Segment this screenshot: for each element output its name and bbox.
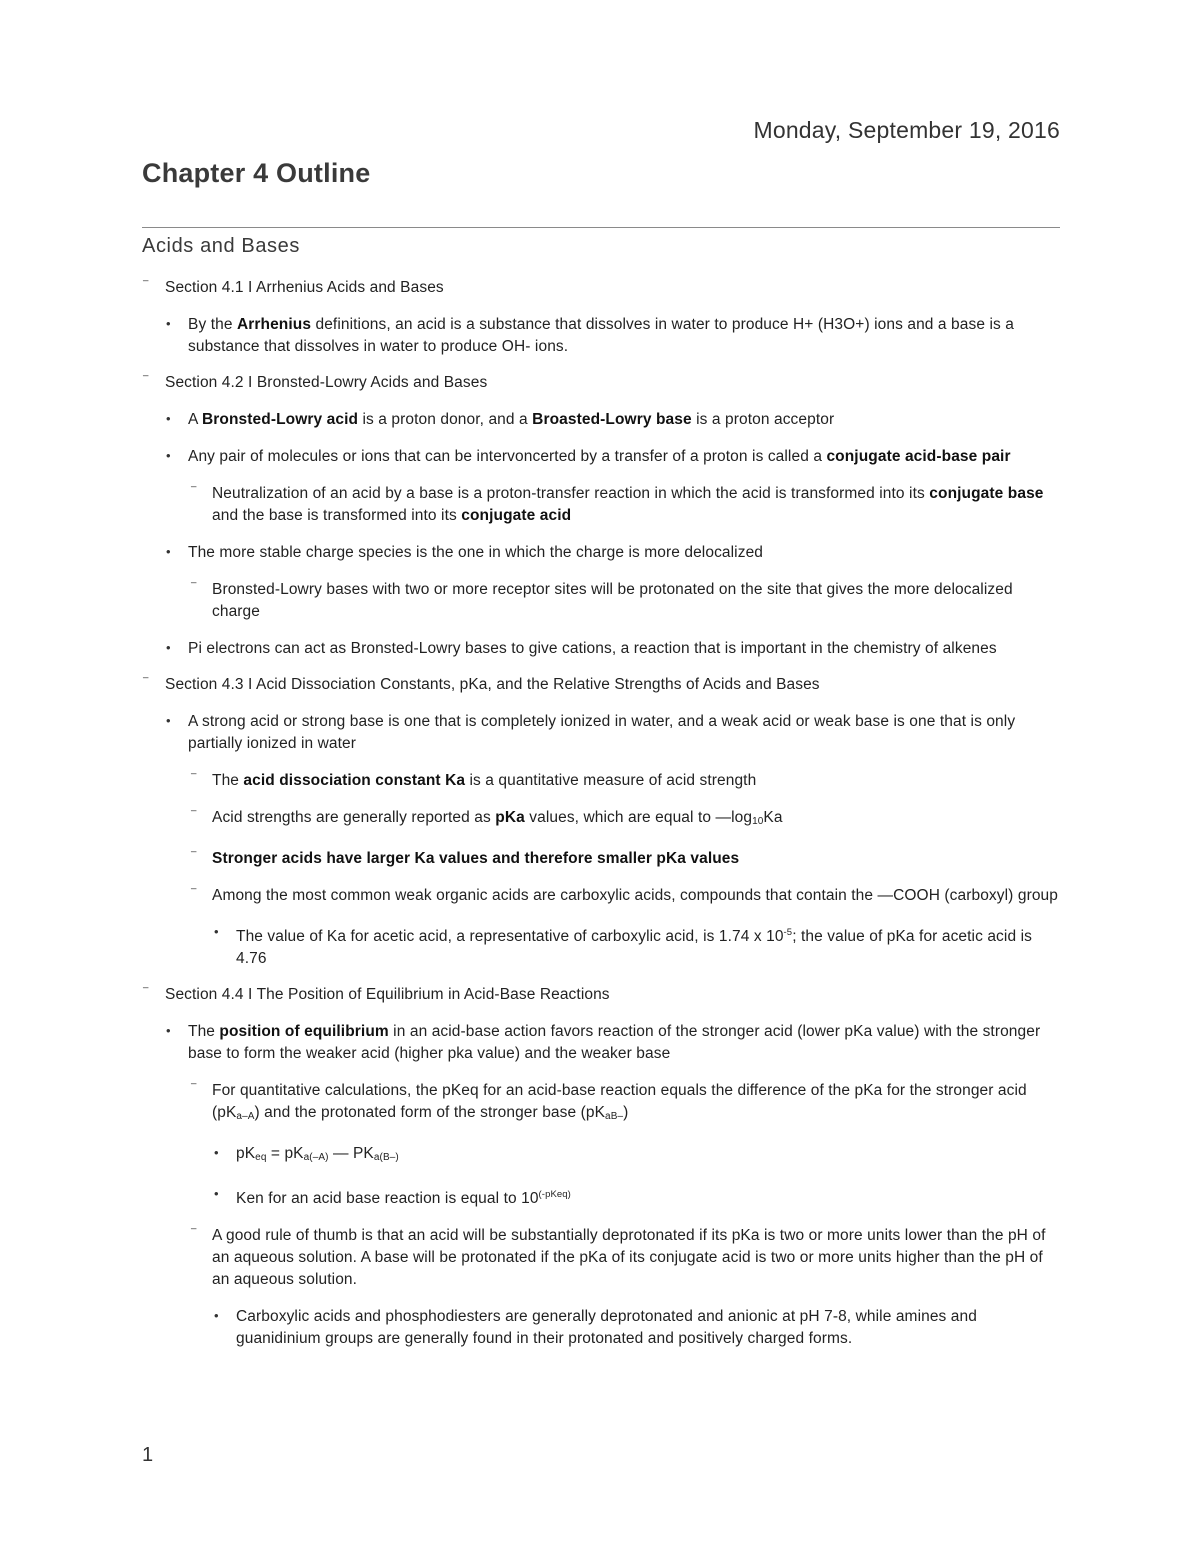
dash-marker: ⁻ [190,577,198,593]
keyword: Broasted-Lowry base [532,411,692,428]
text: is a proton acceptor [691,411,835,428]
bullet-marker: • [214,1145,219,1160]
outline-item-carboxylic-acids [142,885,1060,907]
text: The more stable charge species is the one in which the charge is more delocalized [188,544,764,561]
text: By the [188,316,237,333]
page-title: Chapter 4 Outline [142,158,371,188]
outline-item-section-4-4 [142,984,1060,1006]
dash-marker: ⁻ [190,1223,198,1239]
section-4-3-heading: Section 4.3 I Acid Dissociation Constants, pKa, and the Relative Strengths of Acids and Bases [165,676,820,693]
section-4-2-heading: Section 4.2 I Bronsted-Lowry Acids and Bases [165,374,488,391]
text: The [212,772,244,789]
bullet-marker: • [166,640,171,655]
text: For quantitative calculations, the pKeq for an acid-base reaction equals the difference of the pKa for the stronger acid (pK [212,1082,1027,1121]
text: values, which are equal to —log [524,809,753,826]
subscript: eq [255,1152,267,1163]
outline-item-strong-weak [142,711,1060,755]
keyword: conjugate acid-base pair [826,448,1011,465]
outline-item-section-4-3 [142,674,1060,696]
keyword: Stronger acids have larger Ka values and therefore smaller pKa values [212,850,740,867]
subscript: a(Β–) [373,1152,399,1163]
keyword: conjugate acid [461,507,572,524]
dash-marker: ⁻ [190,768,198,784]
text: Carboxylic acids and phosphodiesters are generally deprotonated and anionic at pH 7-8, while amines and guanidinium groups are generally found in their protonated and positively charged forms. [236,1308,977,1347]
text: A good rule of thumb is that an acid will be substantially deprotonated if its pKa is two or more units lower than the pH of an aqueous solution. A base will be protonated if the pKa of its conjugate acid is two or more units higher than the pH of an aqueous solution. [212,1227,1046,1288]
title-divider [142,227,1060,228]
outline-item-charge-stability [142,542,1060,564]
outline-item-section-4-2 [142,372,1060,394]
outline-item-arrhenius-definition [142,314,1060,358]
outline-item-keq-formula [142,1184,1060,1210]
subscript: a–A [236,1111,255,1122]
outline-item-neutralization [142,483,1060,527]
outline-item-stronger-acids-rule [142,848,1060,870]
outline-item-pkeq-formula [142,1143,1060,1169]
text: Acid strengths are generally reported as [212,809,496,826]
page-date: Monday, September 19, 2016 [753,117,1060,143]
subscript: 10 [752,816,764,827]
outline-item-bronsted-lowry-definition [142,409,1060,431]
bullet-marker: • [166,448,171,463]
text: The value of Ka for acetic acid, a representative of carboxylic acid, is 1.74 x 10 [236,928,784,945]
dash-marker: ⁻ [142,672,150,688]
keyword: position of equilibrium [219,1023,389,1040]
text: A [188,411,202,428]
text: definitions, an acid is a substance that dissolves in water to produce H+ (H3O+) ions and a base is a substance that dissolves in water to produce OH- ions. [188,316,1014,355]
outline-item-ka-definition [142,770,1060,792]
dash-marker: ⁻ [142,982,150,998]
text: Pi electrons can act as Bronsted-Lowry bases to give cations, a reaction that is important in the chemistry of alkenes [188,640,997,657]
bullet-marker: • [166,544,171,559]
dash-marker: ⁻ [142,370,150,386]
section-heading: Acids and Bases [142,235,300,257]
text: is a proton donor, and a [358,411,533,428]
bullet-marker: • [166,713,171,728]
dash-marker: ⁻ [190,1078,198,1094]
text: ; the value of pKa for acetic acid is 4.76 [236,928,1032,967]
text: ) and the protonated form of the stronger base (pK [254,1104,606,1121]
text: in an acid-base action favors reaction of the stronger acid (lower pKa value) with the stronger base to form the weaker acid (higher pka value) and the weaker base [188,1023,1041,1062]
dash-marker: ⁻ [142,275,150,291]
text: — PK [328,1145,374,1162]
superscript: -5 [783,927,793,938]
dash-marker: ⁻ [190,481,198,497]
bullet-marker: • [214,924,219,939]
outline [142,277,1060,1350]
dash-marker: ⁻ [190,883,198,899]
section-4-1-heading: Section 4.1 I Arrhenius Acids and Bases [165,279,444,296]
keyword: pKa [495,809,525,826]
text: A strong acid or strong base is one that is completely ionized in water, and a weak acid or weak base is one that is only partially ionized in water [188,713,1016,752]
keyword: conjugate base [929,485,1044,502]
outline-item-physiological-ph [142,1306,1060,1350]
keyword: acid dissociation constant Ka [243,772,466,789]
outline-item-conjugate-pair [142,446,1060,468]
bullet-marker: • [166,316,171,331]
outline-item-receptor-sites [142,579,1060,623]
outline-item-section-4-1 [142,277,1060,299]
text: Ken for an acid base reaction is equal to 10 [236,1190,539,1207]
keyword: Arrhenius [236,316,312,333]
outline-item-acetic-acid [142,922,1060,970]
outline-item-position-of-equilibrium [142,1021,1060,1065]
text: = pK [266,1145,304,1162]
bullet-marker: • [166,411,171,426]
bullet-marker: • [214,1308,219,1323]
text: pK [236,1145,256,1162]
dash-marker: ⁻ [190,846,198,862]
bullet-marker: • [214,1186,219,1201]
text: Ka [763,809,783,826]
section-4-4-heading: Section 4.4 I The Position of Equilibrium in Acid-Base Reactions [165,986,610,1003]
text: and the base is transformed into its [212,507,462,524]
outline-item-pka-definition [142,807,1060,833]
text: Any pair of molecules or ions that can be intervoncerted by a transfer of a proton is called a [188,448,827,465]
keyword: Bronsted-Lowry acid [202,411,359,428]
superscript: (-pKeq) [538,1189,571,1200]
outline-item-rule-of-thumb [142,1225,1060,1291]
page-number: 1 [142,1444,154,1466]
text: Neutralization of an acid by a base is a proton-transfer reaction in which the acid is transformed into its [212,485,930,502]
subscript: a(–A) [303,1152,329,1163]
text: ) [623,1104,629,1121]
outline-item-pi-electrons [142,638,1060,660]
outline-item-pkeq-calculation [142,1080,1060,1128]
subscript: aΒ– [605,1111,624,1122]
dash-marker: ⁻ [190,805,198,821]
text: Bronsted-Lowry bases with two or more receptor sites will be protonated on the site that gives the more delocalized charge [212,581,1013,620]
bullet-marker: • [166,1023,171,1038]
text: Among the most common weak organic acids are carboxylic acids, compounds that contain the —COOH (carboxyl) group [212,887,1058,904]
text: The [188,1023,220,1040]
text: is a quantitative measure of acid strength [465,772,757,789]
